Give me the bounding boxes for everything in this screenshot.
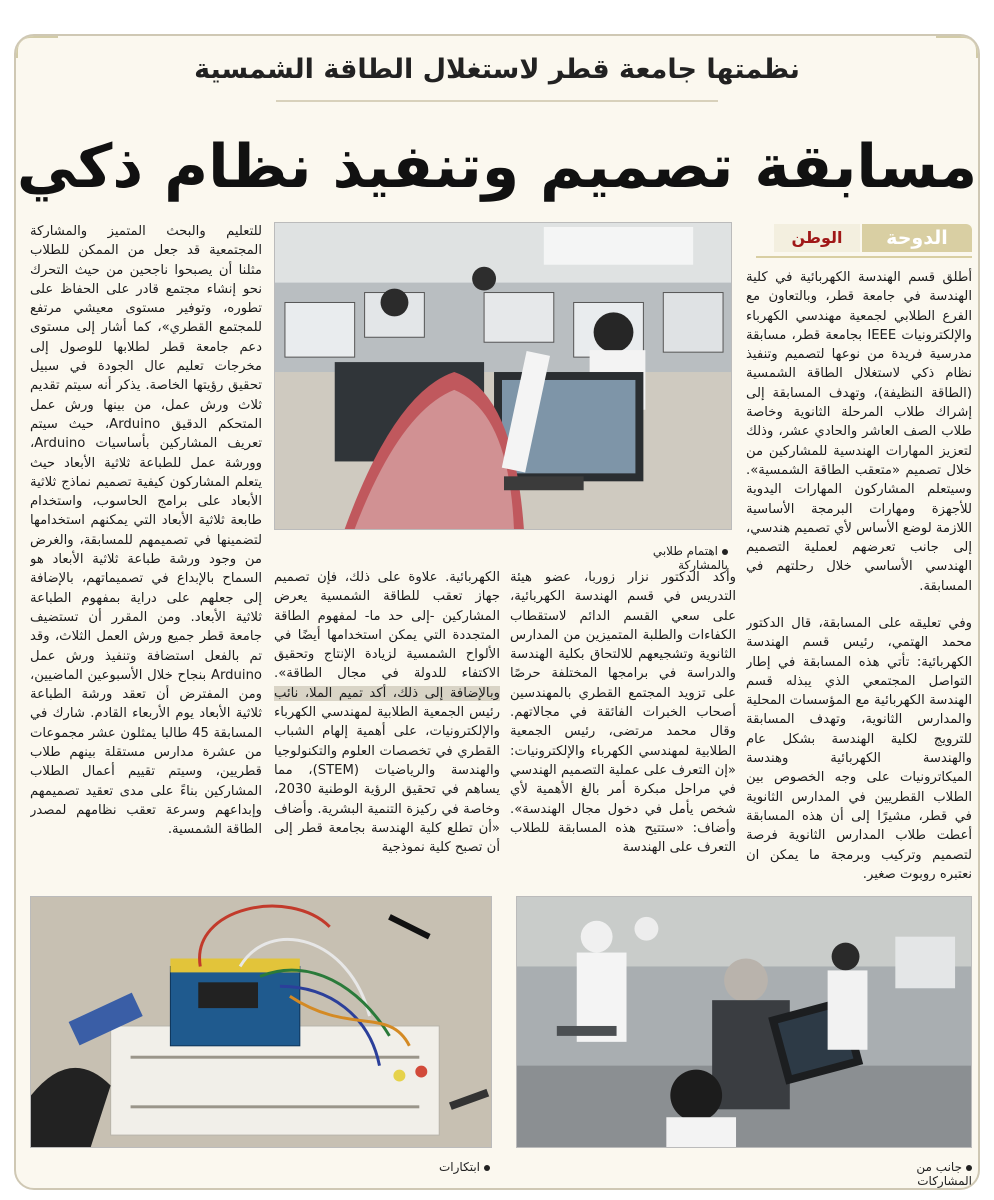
paragraph-text: الكهربائية. علاوة على ذلك، فإن تصميم جهاز تعقب للطاقة الشمسية يعرض المشاركين -إلى حد ما- لمفهوم الطاقة المتجددة التي يمكن استخدامها أيضًا في الألواح الشمسية لزيادة الإنتاج وتحقيق الاكتفاء للدولة في مجال الطاقة». xyxy=(274,570,500,682)
caption-bullet-icon xyxy=(722,549,728,555)
kicker-divider xyxy=(276,100,718,102)
photo-students-classroom xyxy=(274,222,732,530)
paragraph: وأكد الدكتور نزار زوربا، عضو هيئة التدريس في قسم الهندسة الكهربائية، على سعي القسم الدائم لاستقطاب الكفاءات والطلبة المتميزين من المدارس الثانوية وتشجيعهم للالتحاق بكلية الهندسة والدراسة في برامجها المختلفة حرصًا على تزويد المجتمع القطري بالمهندسين أصحاب الخبرات الفائقة في مجالاتهم. وقال محمد مرتضى، رئيس الجمعية الطلابية لمهندسي الكهرباء والإلكترونيات: «إن التعرف على عملية التصميم الهندسي في مراحل مبكرة أمر بالغ الأهمية لأي شخص يأمل في دخول مجال الهندسة». وأضاف: «ستتيح هذه المسابقة للطلاب التعرف على الهندسة xyxy=(510,570,736,856)
newspaper-logo: الوطن xyxy=(774,224,860,252)
caption-bottom-right-photo xyxy=(862,1160,972,1188)
caption-bullet-icon xyxy=(484,1165,490,1171)
dateline-city: الدوحة xyxy=(862,224,972,252)
dateline xyxy=(756,220,972,260)
main-headline: مسابقة تصميم وتنفيذ نظام ذكي xyxy=(16,132,978,202)
paragraph xyxy=(274,568,500,857)
caption-text: اهتمام طلابي بالمشاركة xyxy=(652,544,728,572)
paragraph: وفي تعليقه على المسابقة، قال الدكتور محمد الهتمي، رئيس قسم الهندسة الكهربائية: تأتي هذه المسابقة في إطار التواصل المجتمعي الذي يبذله قسم الهندسة الكهربائية مع المؤسسات المحلية والمدارس الثانوية، وتهدف المسابقة للترويج لكلية الهندسة بشكل عام والهندسة الكهربائية وهندسة الميكاترونيات على وجه الخصوص بين الطلاب القطريين في المدارس الثانوية في قطر، مشيرًا إلى أن هذه المسابقة أعطت طلاب المدارس الثانوية فرصة لتصميم وتركيب وبرمجة ما يمكن ان نعتبره روبوت صغير. xyxy=(746,616,972,882)
caption-bullet-icon xyxy=(966,1165,972,1171)
article-column-right-top xyxy=(746,268,972,608)
article-column-right-bottom xyxy=(746,614,972,916)
article-column-middle-right xyxy=(510,568,736,916)
paragraph-text: رئيس الجمعية الطلابية لمهندسي الكهرباء والإلكترونيات، على أهمية إلهام الشباب القطري في تخصصات العلوم والتكنولوجيا والهندسة والرياضيات (STEM)، مما يساهم في تحقيق الرؤية الوطنية 2030، وخاصة في ركيزة التنمية البشرية. وأضاف «أن تطلع كلية الهندسة بجامعة قطر إلى أن تصبح كلية نموذجية xyxy=(274,705,500,856)
paragraph: للتعليم والبحث المتميز والمشاركة المجتمعية قد جعل من الممكن للطلاب مثلنا أن يصبحوا ناجحين من حيث التحرك نحو إنشاء مجتمع قادر على الحفاظ على تطوره، وتوفير مستوى معيشي مرتفع للمجتمع القطري»، كما أشار إلى مستوى دعم جامعة قطر لطلابها للوصول إلى مخرجات تعليم عال الجودة في سبيل تحقيق رؤيتها الخاصة. يذكر أنه سيتم تقديم ثلاث ورش عمل، من بينها ورش عمل المتحكم الدقيق Arduino، حيث سيتم تعريف المشاركين بأساسيات Arduino، وورشة عمل للطباعة ثلاثية الأبعاد حيث يتعلم المشاركون كيفية تصميم نماذج ثلاثية الأبعاد على برامج الحاسوب، واستخدام طابعة ثلاثية الأبعاد التي يمكنهم استخدامها لتضمينها في تصميمهم للمسابقة، والغرض من وجود ورشة طباعة ثلاثية الأبعاد هو السماح بالإبداع في تصميماتهم، بالإضافة إلى جعلهم على دراية بمفهوم الطباعة ثلاثية الأبعاد. ومن المقرر أن تستضيف جامعة قطر جميع ورش العمل الثلاث، وقد تم بالفعل استضافة وتنفيذ ورش عمل Arduino بنجاح خلال الأسبوعين الماضيين، ومن المفترض أن تعقد ورشة الطباعة ثلاثية الأبعاد يوم الأربعاء القادم. شارك في المسابقة 45 طالبا يمثلون عشر مجموعات من عشرة مدارس مستقلة بينهم طلاب قطريين، وسيتم تقييم أعمال الطلاب المشاركين بناءً على مدى تعقيد تصميمهم وإبداعهم وسرعة تعقب نظامهم لمصدر الطاقة الشمسية. xyxy=(30,224,262,838)
newspaper-page xyxy=(14,34,980,1190)
paragraph: أطلق قسم الهندسة الكهربائية في كلية الهندسة في جامعة قطر، وبالتعاون مع الفرع الطلابي لجمعية مهندسي الكهرباء والإلكترونيات IEEE بجامعة قطر، مسابقة مدرسية فريدة من نوعها لتصميم وتنفيذ نظام ذكي لاستغلال الطاقة الشمسية (الطاقة النظيفة)، وتهدف المسابقة إلى إشراك طلاب المرحلة الثانوية وخاصة طلاب الصف العاشر والحادي عشر، وذلك لتعزيز المهارات الهندسية للمشاركين من خلال تصميم «متعقب الطاقة الشمسية». وسيتعلم المشاركون المهارات اليدوية للأجهزة ومهارات البرمجة الأساسية اللازمة لوضع الأساس لأي تصميم هندسي، إلى جانب تعرضهم لعملية التصميم الهندسي الأساسي خلال رحلتهم في المسابقة. xyxy=(746,270,972,594)
caption-bottom-left-photo xyxy=(416,1160,490,1174)
photo-participants-computers xyxy=(516,896,972,1148)
highlighted-text: وبالإضافة إلى ذلك، أكد تميم الملا، نائب xyxy=(274,685,500,701)
article-column-middle-left xyxy=(274,568,500,916)
article-column-left xyxy=(30,222,262,916)
dateline-rule xyxy=(756,256,972,258)
caption-text: ابتكارات xyxy=(438,1160,480,1174)
kicker-headline: نظمتها جامعة قطر لاستغلال الطاقة الشمسية xyxy=(194,54,800,85)
caption-text: جانب من المشاركات xyxy=(916,1160,972,1188)
photo-arduino-breadboard xyxy=(30,896,492,1148)
